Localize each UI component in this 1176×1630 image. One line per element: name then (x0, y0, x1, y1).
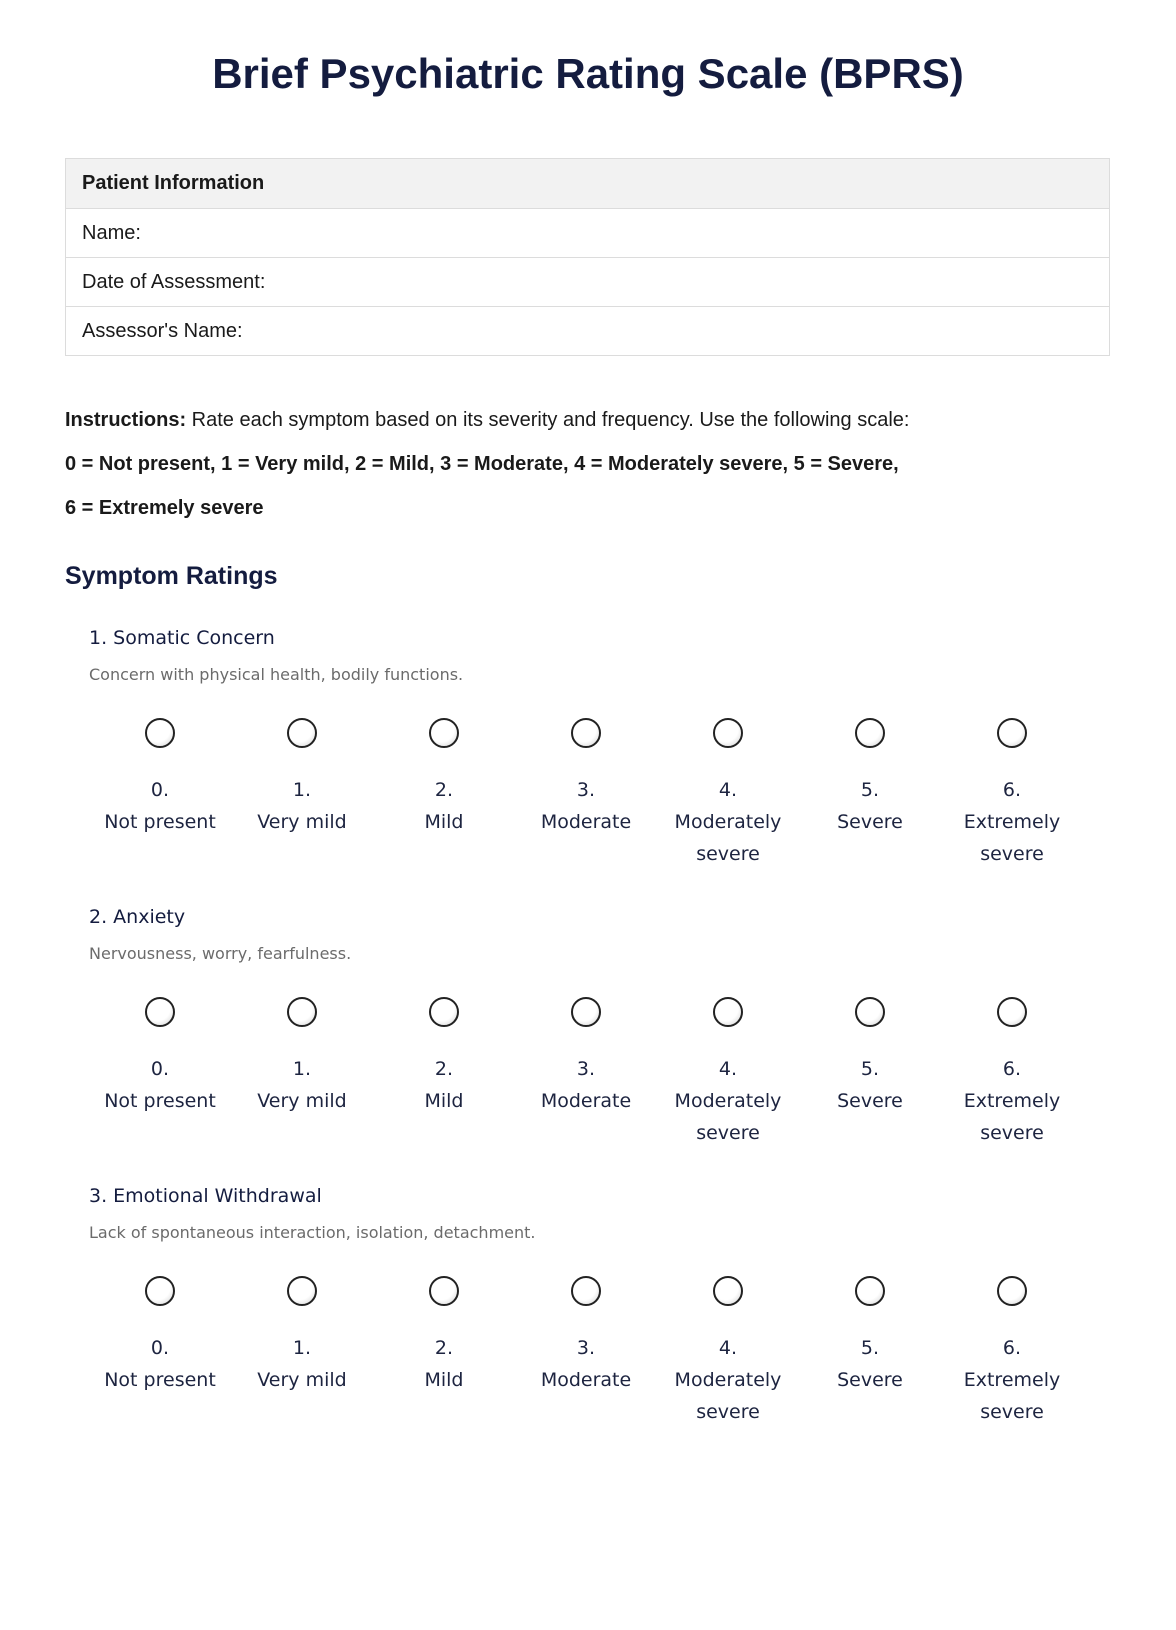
rating-option-number: 6. (1002, 1058, 1022, 1080)
rating-scale (89, 1276, 1089, 1436)
rating-option[interactable] (657, 718, 799, 870)
rating-option[interactable] (373, 718, 515, 838)
radio-button-icon[interactable] (855, 718, 885, 748)
rating-option-label: Extremely severe (963, 811, 1061, 865)
rating-option[interactable] (657, 997, 799, 1149)
rating-option[interactable] (231, 718, 373, 838)
rating-option-number: 1. (292, 1058, 312, 1080)
rating-option-number: 0. (150, 779, 170, 801)
rating-option[interactable] (231, 997, 373, 1117)
radio-button-icon[interactable] (997, 1276, 1027, 1306)
rating-option[interactable] (799, 1276, 941, 1396)
rating-option-label: Extremely severe (963, 1090, 1061, 1144)
radio-button-icon[interactable] (571, 718, 601, 748)
rating-option-number: 5. (860, 1058, 880, 1080)
rating-option-label: Not present (104, 1369, 216, 1391)
radio-button-icon[interactable] (287, 1276, 317, 1306)
rating-option-number: 0. (150, 1058, 170, 1080)
rating-option-label: Very mild (257, 1369, 347, 1391)
radio-button-icon[interactable] (145, 997, 175, 1027)
rating-option[interactable] (231, 1276, 373, 1396)
rating-option-number: 1. (292, 779, 312, 801)
radio-button-icon[interactable] (429, 997, 459, 1027)
radio-button-icon[interactable] (145, 718, 175, 748)
radio-button-icon[interactable] (997, 718, 1027, 748)
rating-option-label: Very mild (257, 811, 347, 833)
symptom-description: Concern with physical health, bodily functions. (89, 665, 464, 684)
rating-option-label: Mild (424, 1090, 464, 1112)
rating-option-number: 4. (718, 779, 738, 801)
rating-scale (89, 718, 1089, 878)
rating-option[interactable] (657, 1276, 799, 1428)
rating-option-label: Moderately severe (674, 811, 782, 865)
rating-scale (89, 997, 1089, 1157)
rating-option[interactable] (515, 718, 657, 838)
rating-option-label: Mild (424, 811, 464, 833)
rating-option-label: Moderate (540, 1369, 632, 1391)
rating-option-number: 2. (434, 1058, 454, 1080)
rating-option[interactable] (373, 1276, 515, 1396)
symptom-description: Lack of spontaneous interaction, isolation, detachment. (89, 1223, 536, 1242)
symptom-description: Nervousness, worry, fearfulness. (89, 944, 352, 963)
radio-button-icon[interactable] (571, 1276, 601, 1306)
rating-option-label: Moderately severe (674, 1369, 782, 1423)
rating-option-label: Moderate (540, 1090, 632, 1112)
rating-option[interactable] (515, 997, 657, 1117)
rating-option-label: Moderate (540, 811, 632, 833)
radio-button-icon[interactable] (429, 1276, 459, 1306)
assessor-name-label: Assessor's Name: (82, 319, 243, 342)
rating-option[interactable] (89, 1276, 231, 1396)
rating-option-number: 2. (434, 779, 454, 801)
rating-option-label: Not present (104, 1090, 216, 1112)
rating-option[interactable] (799, 997, 941, 1117)
instructions-text: Rate each symptom based on its severity and frequency. Use the following scale: (186, 409, 910, 431)
rating-option-number: 1. (292, 1337, 312, 1359)
radio-button-icon[interactable] (855, 1276, 885, 1306)
rating-option-number: 4. (718, 1337, 738, 1359)
rating-option-number: 3. (576, 779, 596, 801)
symptom-name: 3. Emotional Withdrawal (89, 1185, 322, 1207)
radio-button-icon[interactable] (287, 997, 317, 1027)
rating-option-label: Severe (837, 811, 903, 833)
rating-option[interactable] (373, 997, 515, 1117)
radio-button-icon[interactable] (713, 718, 743, 748)
page-title: Brief Psychiatric Rating Scale (BPRS) (212, 50, 964, 97)
rating-option-label: Severe (837, 1090, 903, 1112)
rating-option-label: Moderately severe (674, 1090, 782, 1144)
rating-option-number: 4. (718, 1058, 738, 1080)
rating-option[interactable] (89, 718, 231, 838)
instructions (65, 398, 1125, 530)
date-of-assessment-label: Date of Assessment: (82, 270, 266, 293)
symptom-item (89, 906, 1089, 963)
rating-option-number: 5. (860, 779, 880, 801)
scale-legend-line-2: 6 = Extremely severe (65, 497, 264, 519)
rating-option-label: Mild (424, 1369, 464, 1391)
rating-option[interactable] (515, 1276, 657, 1396)
radio-button-icon[interactable] (287, 718, 317, 748)
rating-option-number: 5. (860, 1337, 880, 1359)
radio-button-icon[interactable] (713, 1276, 743, 1306)
scale-legend-line-1: 0 = Not present, 1 = Very mild, 2 = Mild, 3 = Moderate, 4 = Moderately severe, 5 = Severe, (65, 453, 899, 475)
rating-option-number: 3. (576, 1058, 596, 1080)
rating-option[interactable] (941, 1276, 1083, 1428)
assessor-name-field[interactable] (66, 306, 1109, 355)
rating-option-label: Not present (104, 811, 216, 833)
radio-button-icon[interactable] (855, 997, 885, 1027)
symptom-item (89, 1185, 1089, 1242)
rating-option-label: Very mild (257, 1090, 347, 1112)
rating-option[interactable] (941, 997, 1083, 1149)
patient-information-table (65, 158, 1110, 356)
patient-information-header: Patient Information (66, 159, 1109, 208)
symptom-item (89, 627, 1089, 684)
name-field-label: Name: (82, 221, 141, 244)
rating-option[interactable] (941, 718, 1083, 870)
radio-button-icon[interactable] (571, 997, 601, 1027)
radio-button-icon[interactable] (429, 718, 459, 748)
section-title: Symptom Ratings (65, 562, 278, 590)
rating-option[interactable] (799, 718, 941, 838)
rating-option-number: 6. (1002, 1337, 1022, 1359)
radio-button-icon[interactable] (145, 1276, 175, 1306)
rating-option-number: 3. (576, 1337, 596, 1359)
name-field[interactable] (66, 208, 1109, 257)
rating-option-number: 0. (150, 1337, 170, 1359)
symptom-name: 2. Anxiety (89, 906, 186, 928)
rating-option-label: Extremely severe (963, 1369, 1061, 1423)
rating-option-number: 2. (434, 1337, 454, 1359)
date-of-assessment-field[interactable] (66, 257, 1109, 306)
radio-button-icon[interactable] (713, 997, 743, 1027)
radio-button-icon[interactable] (997, 997, 1027, 1027)
instructions-lead: Instructions: (65, 409, 187, 431)
symptom-name: 1. Somatic Concern (89, 627, 275, 649)
rating-option[interactable] (89, 997, 231, 1117)
rating-option-label: Severe (837, 1369, 903, 1391)
rating-option-number: 6. (1002, 779, 1022, 801)
